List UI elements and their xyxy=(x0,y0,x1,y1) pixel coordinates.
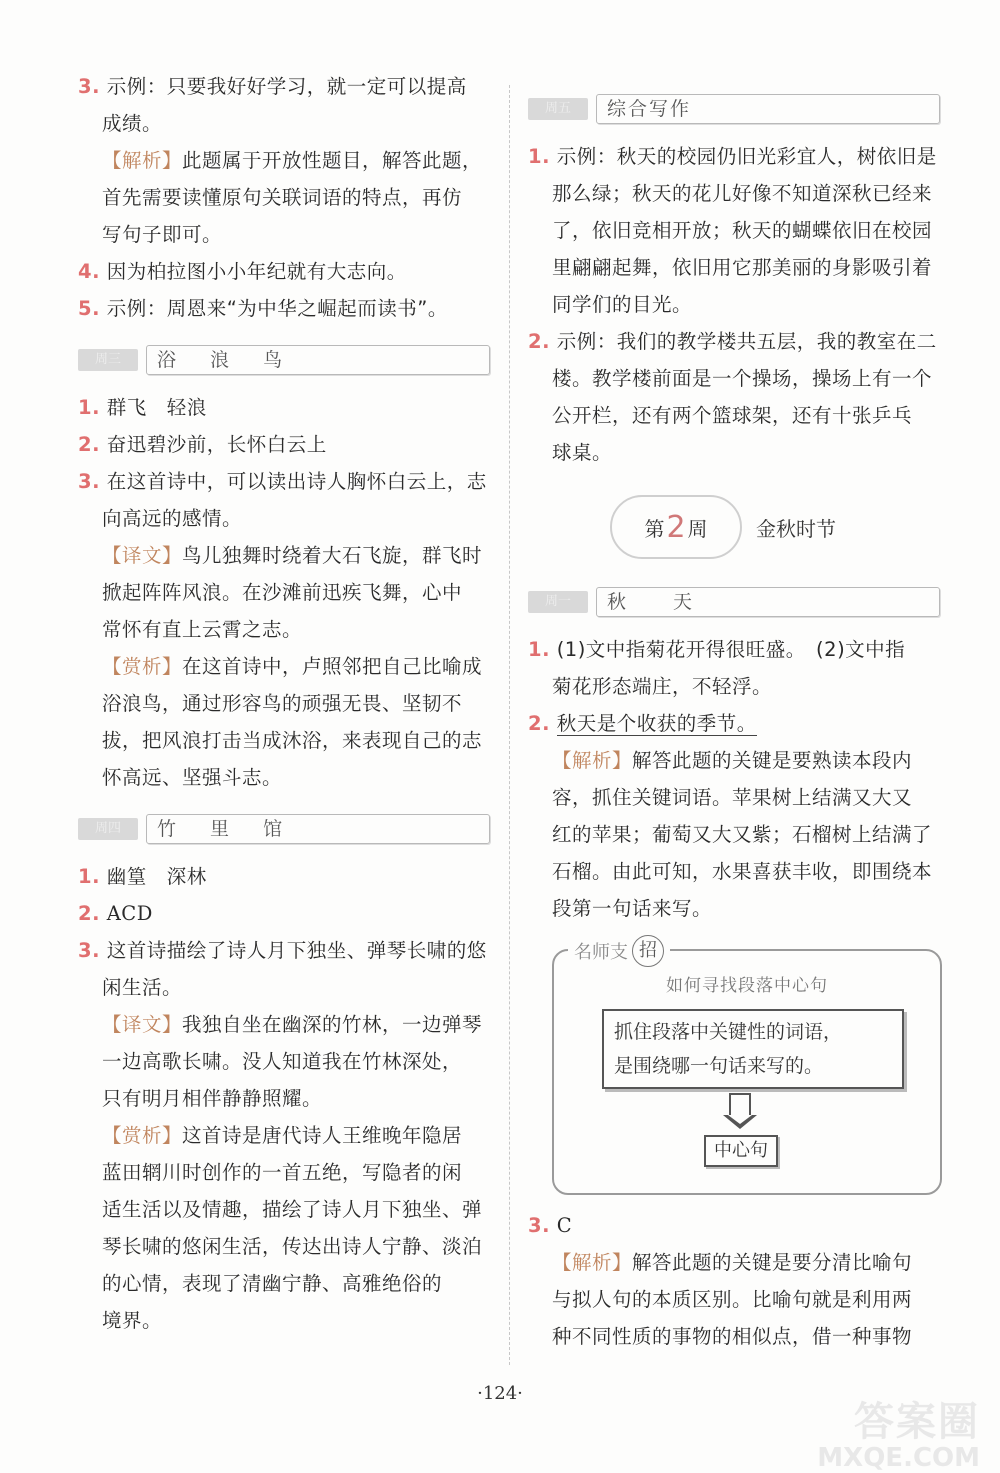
answer-line: 球桌。 xyxy=(552,441,613,464)
teacher-tip-box xyxy=(552,940,942,1195)
section-day-tag: 周四 xyxy=(78,818,138,840)
section-body-zhuliguan xyxy=(78,858,490,1339)
watermark-text: 答案圈 xyxy=(854,1399,980,1445)
section-header-autumn xyxy=(528,585,940,619)
section-body-autumn-q3 xyxy=(528,1207,940,1355)
appreciation-line: 【赏析】在这首诗中，卢照邻把自己比喻成 xyxy=(102,655,483,678)
analysis-line: 与拟人句的本质区别。比喻句就是利用两 xyxy=(552,1288,913,1311)
week-prefix: 第 xyxy=(644,516,665,541)
watermark-logo xyxy=(817,1400,980,1472)
right-column xyxy=(528,78,940,1355)
answer-line: 同学们的目光。 xyxy=(552,293,693,316)
section-day-tag: 周三 xyxy=(78,349,138,371)
analysis-line: 首先需要读懂原句关联词语的特点，再仿 xyxy=(102,186,463,209)
translation-line: 一边高歌长啸。没人知道我在竹林深处， xyxy=(102,1050,463,1073)
appreciation-line: 蓝田辋川时创作的一首五绝，写隐者的闲 xyxy=(102,1161,463,1184)
analysis-line: 段第一句话来写。 xyxy=(552,897,713,920)
answer-line: 3. C xyxy=(528,1214,573,1237)
answer-line: 1. 示例：秋天的校园仍旧光彩宜人，树依旧是 xyxy=(528,145,937,168)
answer-line: 3. 这首诗描绘了诗人月下独坐、弹琴长啸的悠 xyxy=(78,939,487,962)
tip-subtitle: 如何寻找段落中心句 xyxy=(666,976,828,996)
answer-line: 2. 示例：我们的教学楼共五层，我的教室在二 xyxy=(528,330,937,353)
week-suffix: 周 xyxy=(687,516,708,541)
answer-line: 闲生活。 xyxy=(102,976,183,999)
answer-line: 4. 因为柏拉图小小年纪就有大志向。 xyxy=(78,260,407,283)
section-day-tag: 周五 xyxy=(528,98,588,120)
left-top-answers xyxy=(78,68,490,327)
appreciation-line: 【赏析】这首诗是唐代诗人王维晚年隐居 xyxy=(102,1124,463,1147)
section-body-autumn xyxy=(528,631,940,927)
answer-line: 1. (1)文中指菊花开得很旺盛。 (2)文中指 xyxy=(528,638,906,661)
translation-line: 【译文】我独自坐在幽深的竹林，一边弹琴 xyxy=(102,1013,483,1036)
appreciation-line: 浴浪鸟，通过形容鸟的顽强无畏、坚韧不 xyxy=(102,692,463,715)
translation-line: 常怀有直上云霄之志。 xyxy=(102,618,303,641)
tip-heading xyxy=(568,935,670,967)
answer-line: 里翩翩起舞，依旧用它那美丽的身影吸引着 xyxy=(552,256,933,279)
section-header-zhuliguan xyxy=(78,812,490,846)
section-title: 竹 里 馆 xyxy=(146,814,490,844)
down-arrow-head-inner xyxy=(728,1115,752,1124)
answer-line: 了，依旧竞相开放；秋天的蝴蝶依旧在校园 xyxy=(552,219,933,242)
week-number: 2 xyxy=(666,509,686,545)
tip-content-line: 是围绕哪一句话来写的。 xyxy=(614,1055,824,1077)
appreciation-line: 拔，把风浪打击当成沐浴，来表现自己的志 xyxy=(102,729,483,752)
section-header-writing xyxy=(528,92,940,126)
answer-line: 2. ACD xyxy=(78,902,153,925)
column-divider xyxy=(509,85,510,1365)
tip-content-box xyxy=(602,1009,904,1089)
left-column xyxy=(78,68,490,1339)
translation-line: 掀起阵阵风浪。在沙滩前迅疾飞舞，心中 xyxy=(102,581,463,604)
week-heading xyxy=(610,495,940,559)
analysis-line: 石榴。由此可知，水果喜获丰收，即围绕本 xyxy=(552,860,933,883)
appreciation-line: 境界。 xyxy=(102,1309,163,1332)
section-body-writing xyxy=(528,138,940,471)
answer-line: 楼。教学楼前面是一个操场，操场上有一个 xyxy=(552,367,933,390)
answer-line: 2. 秋天是个收获的季节。 xyxy=(528,712,757,735)
down-arrow-icon xyxy=(729,1093,751,1117)
analysis-line: 容，抓住关键词语。苹果树上结满又大又 xyxy=(552,786,913,809)
analysis-line: 【解析】解答此题的关键是要熟读本段内 xyxy=(552,749,913,772)
translation-line: 只有明月相伴静静照耀。 xyxy=(102,1087,323,1110)
tip-center-sentence-box: 中心句 xyxy=(704,1135,778,1167)
appreciation-line: 怀高远、坚强斗志。 xyxy=(102,766,283,789)
section-body-yulangniao xyxy=(78,389,490,796)
section-title: 浴 浪 鸟 xyxy=(146,345,490,375)
section-header-yulangniao xyxy=(78,343,490,377)
section-title: 秋 天 xyxy=(596,587,940,617)
answer-line: 那么绿；秋天的花儿好像不知道深秋已经来 xyxy=(552,182,933,205)
analysis-line: 写句子即可。 xyxy=(102,223,223,246)
answer-line: 2. 奋迅碧沙前，长怀白云上 xyxy=(78,433,327,456)
analysis-line: 【解析】此题属于开放性题目，解答此题， xyxy=(102,149,483,172)
appreciation-line: 琴长啸的悠闲生活，传达出诗人宁静、淡泊 xyxy=(102,1235,483,1258)
analysis-line: 种不同性质的事物的相似点，借一种事物 xyxy=(552,1325,913,1348)
answer-line: 向高远的感情。 xyxy=(102,507,243,530)
answer-line: 3. 示例：只要我好好学习，就一定可以提高 xyxy=(78,75,467,98)
translation-line: 【译文】鸟儿独舞时绕着大石飞旋，群飞时 xyxy=(102,544,483,567)
tip-content-line: 抓住段落中关键性的词语， xyxy=(614,1021,843,1043)
page-number: ·124· xyxy=(477,1383,523,1404)
analysis-line: 红的苹果；葡萄又大又紫；石榴树上结满了 xyxy=(552,823,933,846)
week-cloud-badge xyxy=(610,495,742,559)
appreciation-line: 适生活以及情趣，描绘了诗人月下独坐、弹 xyxy=(102,1198,483,1221)
answer-line: 公开栏，还有两个篮球架，还有十张乒乓 xyxy=(552,404,913,427)
appreciation-line: 的心情，表现了清幽宁静、高雅绝俗的 xyxy=(102,1272,443,1295)
answer-line: 1. 幽篁 深林 xyxy=(78,865,207,888)
answer-line: 1. 群飞 轻浪 xyxy=(78,396,207,419)
week-title: 金秋时节 xyxy=(756,516,836,541)
answer-line: 成绩。 xyxy=(102,112,163,135)
answer-line: 3. 在这首诗中，可以读出诗人胸怀白云上，志 xyxy=(78,470,487,493)
tip-heading-text: 名师支 xyxy=(574,942,628,963)
section-title: 综合写作 xyxy=(596,94,940,124)
section-day-tag: 周一 xyxy=(528,591,588,613)
watermark-url: MXQE.COM xyxy=(817,1443,980,1473)
answer-line: 5. 示例：周恩来“为中华之崛起而读书”。 xyxy=(78,297,448,320)
tip-zhao-badge: 招 xyxy=(632,935,664,967)
answer-line: 菊花形态端庄，不轻浮。 xyxy=(552,675,773,698)
analysis-line: 【解析】解答此题的关键是要分清比喻句 xyxy=(552,1251,913,1274)
